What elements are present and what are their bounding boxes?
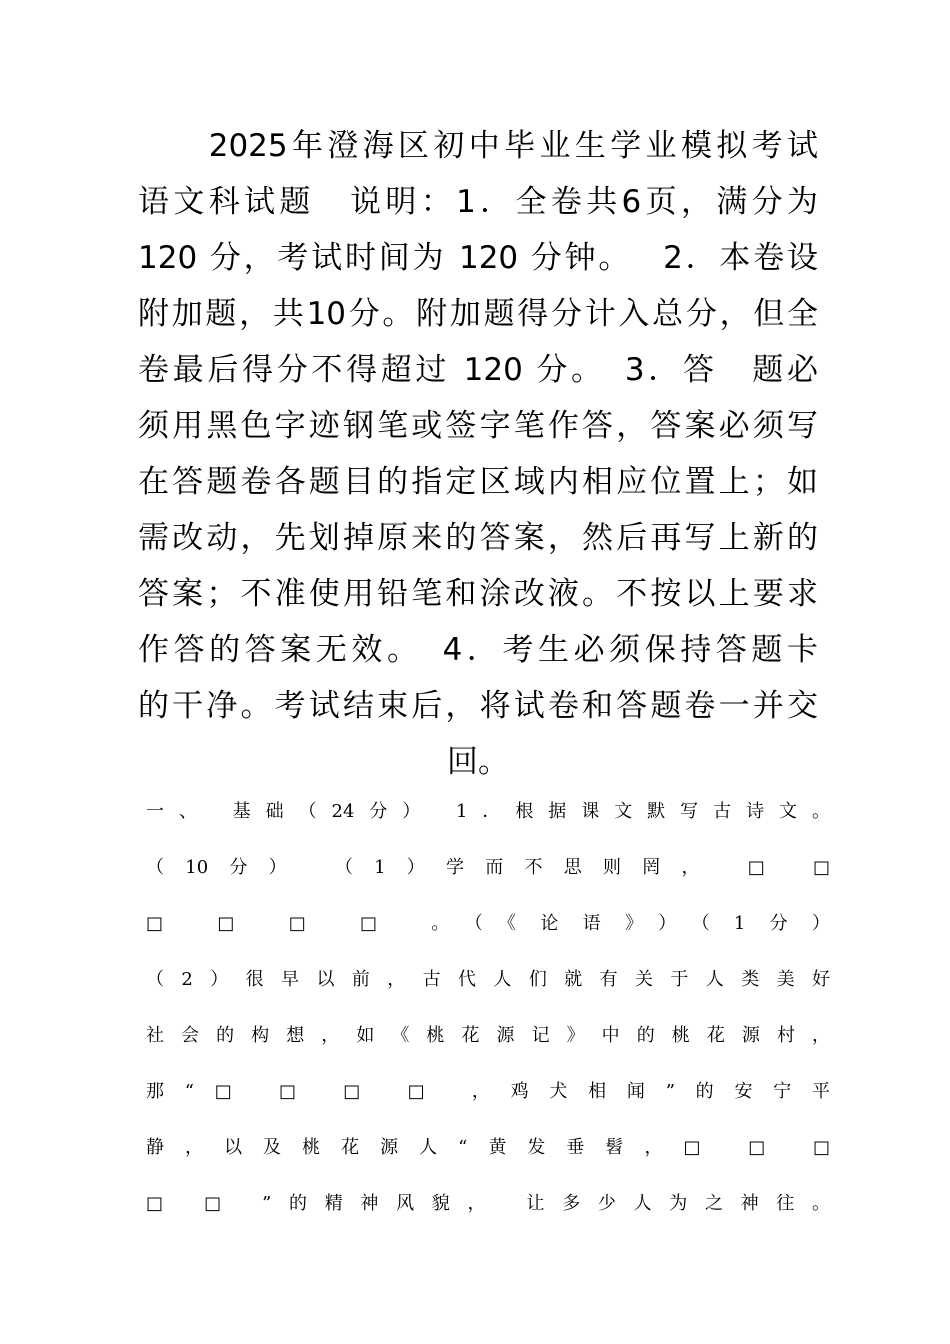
instructions-line: 答案；不准使用铅笔和涂改液。不按以上要求 bbox=[138, 576, 818, 612]
question-line: □ □ □ □ 。（《论语》）（1分） bbox=[146, 913, 830, 934]
instructions-last-line: 回。 bbox=[447, 744, 509, 780]
instructions-line: 语文科试题 说明：1．全卷共6页，满分为 bbox=[138, 184, 818, 220]
instructions-line: 卷最后得分不得超过 120 分。 3．答 题必 bbox=[138, 352, 818, 388]
question-line: （10分） （1）学而不思则罔， □ □ bbox=[146, 857, 830, 878]
question-line: 社会的构想，如《桃花源记》中的桃花源村， bbox=[146, 1025, 830, 1046]
instructions-line: 作答的答案无效。 4．考生必须保持答题卡 bbox=[138, 632, 818, 668]
question-line: 一、 基础（24分） 1．根据课文默写古诗文。 bbox=[146, 801, 830, 822]
instructions-line: 附加题，共10分。附加题得分计入总分，但全 bbox=[138, 296, 818, 332]
instructions-line: 需改动，先划掉原来的答案，然后再写上新的 bbox=[138, 520, 818, 556]
instructions-line: 须用黑色字迹钢笔或签字笔作答，答案必须写 bbox=[138, 408, 818, 444]
instructions-line: 的干净。考试结束后，将试卷和答题卷一并交 bbox=[138, 688, 818, 724]
question-line: □ □ ”的精神风貌， 让多少人为之神往。 bbox=[146, 1193, 830, 1214]
question-line: （2）很早以前，古代人们就有关于人类美好 bbox=[146, 969, 830, 990]
instructions-line: 120 分，考试时间为 120 分钟。 2．本卷设 bbox=[138, 240, 818, 276]
instructions-line: 在答题卷各题目的指定区域内相应位置上；如 bbox=[138, 464, 818, 500]
question-line: 静，以及桃花源人“黄发垂髫，□ □ □ bbox=[146, 1137, 830, 1158]
question-line: 那“□ □ □ □ ，鸡犬相闻”的安宁平 bbox=[146, 1081, 830, 1102]
exam-title-line: 2025年澄海区初中毕业生学业模拟考试 bbox=[138, 128, 818, 164]
